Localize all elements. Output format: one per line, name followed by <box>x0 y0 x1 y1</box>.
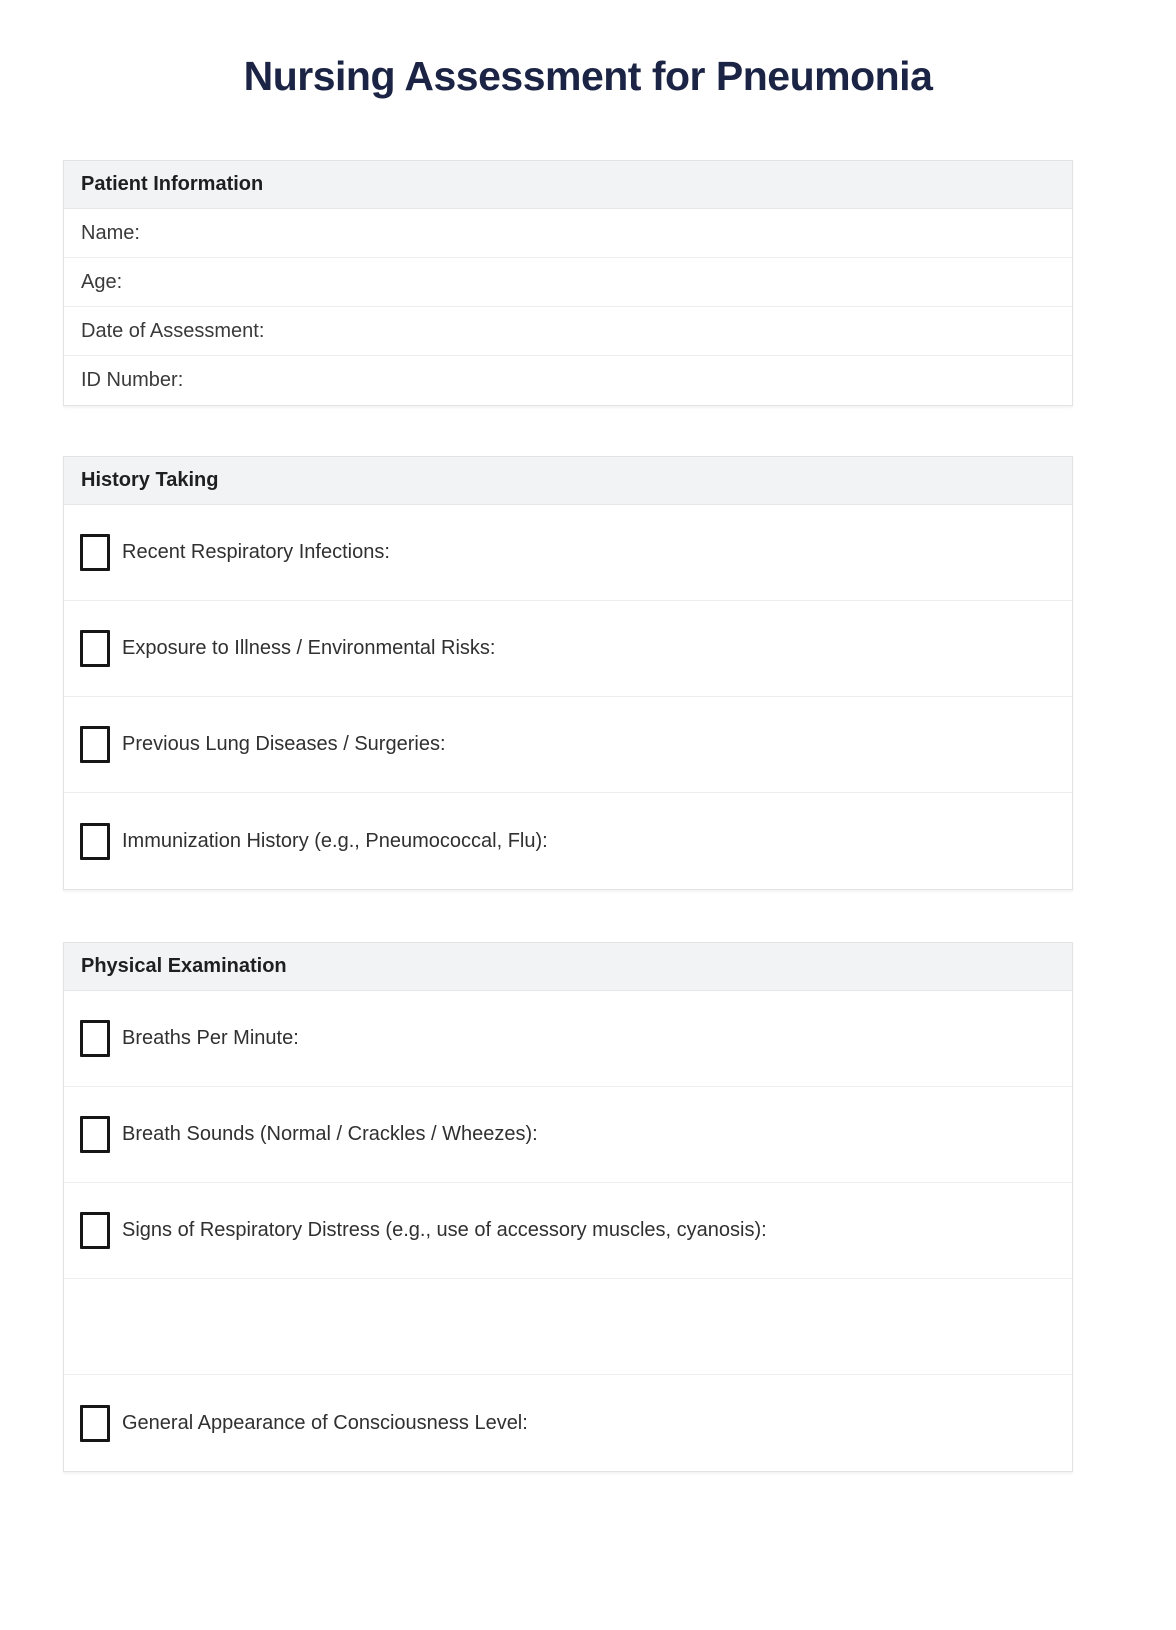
section-header-physical-examination <box>64 943 1072 991</box>
check-row-breath-sounds[interactable] <box>64 1087 1072 1183</box>
field-label: Date of Assessment: <box>81 319 265 342</box>
section-header-history-taking <box>64 457 1072 505</box>
checkbox[interactable] <box>80 823 110 860</box>
check-label: General Appearance of Consciousness Level: <box>122 1411 528 1434</box>
field-row-name[interactable] <box>64 209 1072 258</box>
check-row-general-appearance-of-consciousness-level[interactable] <box>64 1375 1072 1471</box>
check-row-signs-of-respiratory-distress[interactable] <box>64 1183 1072 1279</box>
check-row-previous-lung-diseases[interactable] <box>64 697 1072 793</box>
checkbox[interactable] <box>80 726 110 763</box>
section-header-patient-information <box>64 161 1072 209</box>
checkbox[interactable] <box>80 1020 110 1057</box>
field-label: Age: <box>81 270 123 293</box>
field-row-id-number[interactable] <box>64 356 1072 405</box>
section-history-taking <box>63 456 1073 890</box>
check-label: Previous Lung Diseases / Surgeries: <box>122 733 446 755</box>
section-patient-information <box>63 160 1073 406</box>
section-title: Patient Information <box>81 173 264 195</box>
check-label: Immunization History (e.g., Pneumococcal, Flu): <box>122 829 548 852</box>
check-label: Breath Sounds (Normal / Crackles / Wheezes): <box>122 1123 538 1145</box>
check-label: Breaths Per Minute: <box>122 1027 299 1049</box>
check-label: Signs of Respiratory Distress (e.g., use of accessory muscles, cyanosis): <box>122 1219 767 1241</box>
field-label: ID Number: <box>81 369 184 391</box>
field-row-age[interactable] <box>64 258 1072 307</box>
checkbox[interactable] <box>80 630 110 667</box>
field-label: Name: <box>81 221 140 244</box>
check-row-recent-respiratory-infections[interactable] <box>64 505 1072 601</box>
checkbox[interactable] <box>80 1116 110 1153</box>
section-physical-examination <box>63 942 1073 1472</box>
check-row-breaths-per-minute[interactable] <box>64 991 1072 1087</box>
checkbox[interactable] <box>80 534 110 571</box>
empty-notes-row[interactable] <box>64 1279 1072 1375</box>
checkbox[interactable] <box>80 1405 110 1442</box>
section-title: History Taking <box>81 469 219 491</box>
check-label: Exposure to Illness / Environmental Risks: <box>122 637 496 659</box>
page-title: Nursing Assessment for Pneumonia <box>243 53 933 99</box>
field-row-date-of-assessment[interactable] <box>64 307 1072 356</box>
check-row-immunization-history[interactable] <box>64 793 1072 889</box>
check-label: Recent Respiratory Infections: <box>122 541 390 563</box>
check-row-exposure-to-illness[interactable] <box>64 601 1072 697</box>
section-title: Physical Examination <box>81 955 287 977</box>
checkbox[interactable] <box>80 1212 110 1249</box>
